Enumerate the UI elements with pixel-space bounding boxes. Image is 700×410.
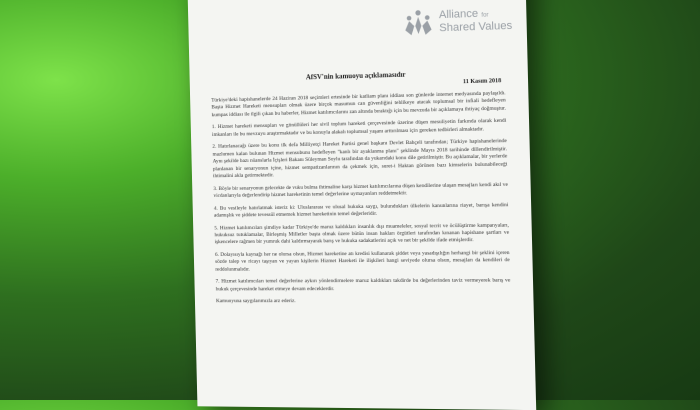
paragraph-4: 4. Bu vesileyle hatırlatmak isteriz ki: Uluslararası ve ulusal hukuka saygı, bulundukları ülkelerin kanunlarına riayet, barışa kendini adamışlık ve şiddete tevessül etmemek hizmet hareketinin temel değerleridir. xyxy=(213,201,509,219)
people-circle-icon xyxy=(400,7,435,38)
press-release-document xyxy=(187,0,536,410)
logo-line1-small: for xyxy=(481,12,489,19)
paragraph-6: 6. Dolayısıyla kaynağı her ne olursa olsun, Hizmet hareketine atı kredisi kullanarak şiddet veya yasadışılığın herhangi bir şeklini içeren sözde talep ve ricayı taşıyan ve yayan kişilerin Hizmet Hareketi ile ilişkileri hangi seviyede olursa olsun, mesajları da kendileri de reddolunmalıdır. xyxy=(214,250,510,273)
organization-logo xyxy=(400,5,512,39)
paragraph-2: 2. Hatırlanacağı üzere bu konu ilk defa Milliyetçi Hareket Partisi genel başkanı Devlet Bahçeli tarafından; Türkiye hapishanelerinde mazlumen kalan bulunan Hizmet mensubunu hedefleyen "kanlı bir ayaklanma planı" şeklinde Mayıs 2018 tarihinde dillendirilmiştir. Aynı şekilde bazı nüanslarla İçişleri Bakanı Süleyman Soylu tarafından da yukarıdaki konu dile getirilmiştir. Bu açıklamalar, bir yerlerde planlanan bir senaryonun içine, hizmet sempatizanlarının da çekmek için, suret-i Haktan görünen bazı kimselerin bulunabileceği ihtimalini akla getirmektedir. xyxy=(212,138,508,180)
intro-paragraph: Türkiye'deki hapishanelerde 24 Haziran 2018 seçimleri ertesinde bir katliam planı iddiası son günlerde internet medyasında paylaşıldı. Başta Hizmet Hareketi mensupları olmak üzere birçok masumun can güvenliğini tehlikeye atacak toplumsal bir infiali hedefleyen kumpas iddiası ile ilgili çıkan bu haberler, Hizmet katılımcılarını zan altında bıraktığı için bu mevzuda bir açıklamaya ihtiyaç doğmuştur. xyxy=(211,90,506,119)
paragraph-1: 1. Hizmet hareketi mensupları ve gönüllüleri her sivil toplum hareketi çerçevesinde üzerine düşen mesuliyetin farkında olarak kendi imkanları ile bu mevzuyu araştırmaktadır ve bu konuyla alakalı toplumsal yaşanı arttırılması için gereken tedbirleri almaktadır. xyxy=(211,118,507,138)
document-date: 11 Kasım 2018 xyxy=(462,78,502,86)
paragraph-3: 3. Böyle bir senaryonun gelecekte de vuku bulma ihtimaline karşı hizmet katılımcılarına düşen kendilerine ulaşan mesajları kendi akıl ve vicdanlarıyla değerlendirip hizmet hareketinin temel değerlerine uymayanları reddetmektir. xyxy=(213,181,508,199)
logo-line2: Shared Values xyxy=(439,19,513,35)
closing-line: Kamuoyuna saygılarımızla arz ederiz. xyxy=(216,298,296,305)
paragraph-7: 7. Hizmet katılımcıları temel değerlerine aykırı yönlendirmelere maruz kaldıkları takdirde bu değerlerinden taviz vermeyerek barış ve hukuk çerçevesinde hareket etmeye devam edeceklerdir. xyxy=(215,277,511,293)
paragraph-5: 5. Hizmet katılımcıları şimdiye kadar Türkiye'de maruz kaldıkları insanlık dışı muameleler, sosyal tecrit ve öcülüştirme kampanyaları, hukuksuz tutuklamalar, Birleşmiş Milletler başta olmak üzere bütün insan hakları örgütleri tarafından kınanan hapishane şartları ve işkencelere rağmen bir yumruk dahi kaldırmayarak barış ve hukuka sadakatlerini açık ve net bir şekilde ifade etmişlerdir. xyxy=(214,222,510,246)
document-title: AfSV'nin kamuoyu açıklamasıdır xyxy=(305,70,406,82)
document-body xyxy=(211,90,511,311)
logo-wordmark xyxy=(439,8,513,35)
logo-line1: Alliance xyxy=(438,7,479,22)
